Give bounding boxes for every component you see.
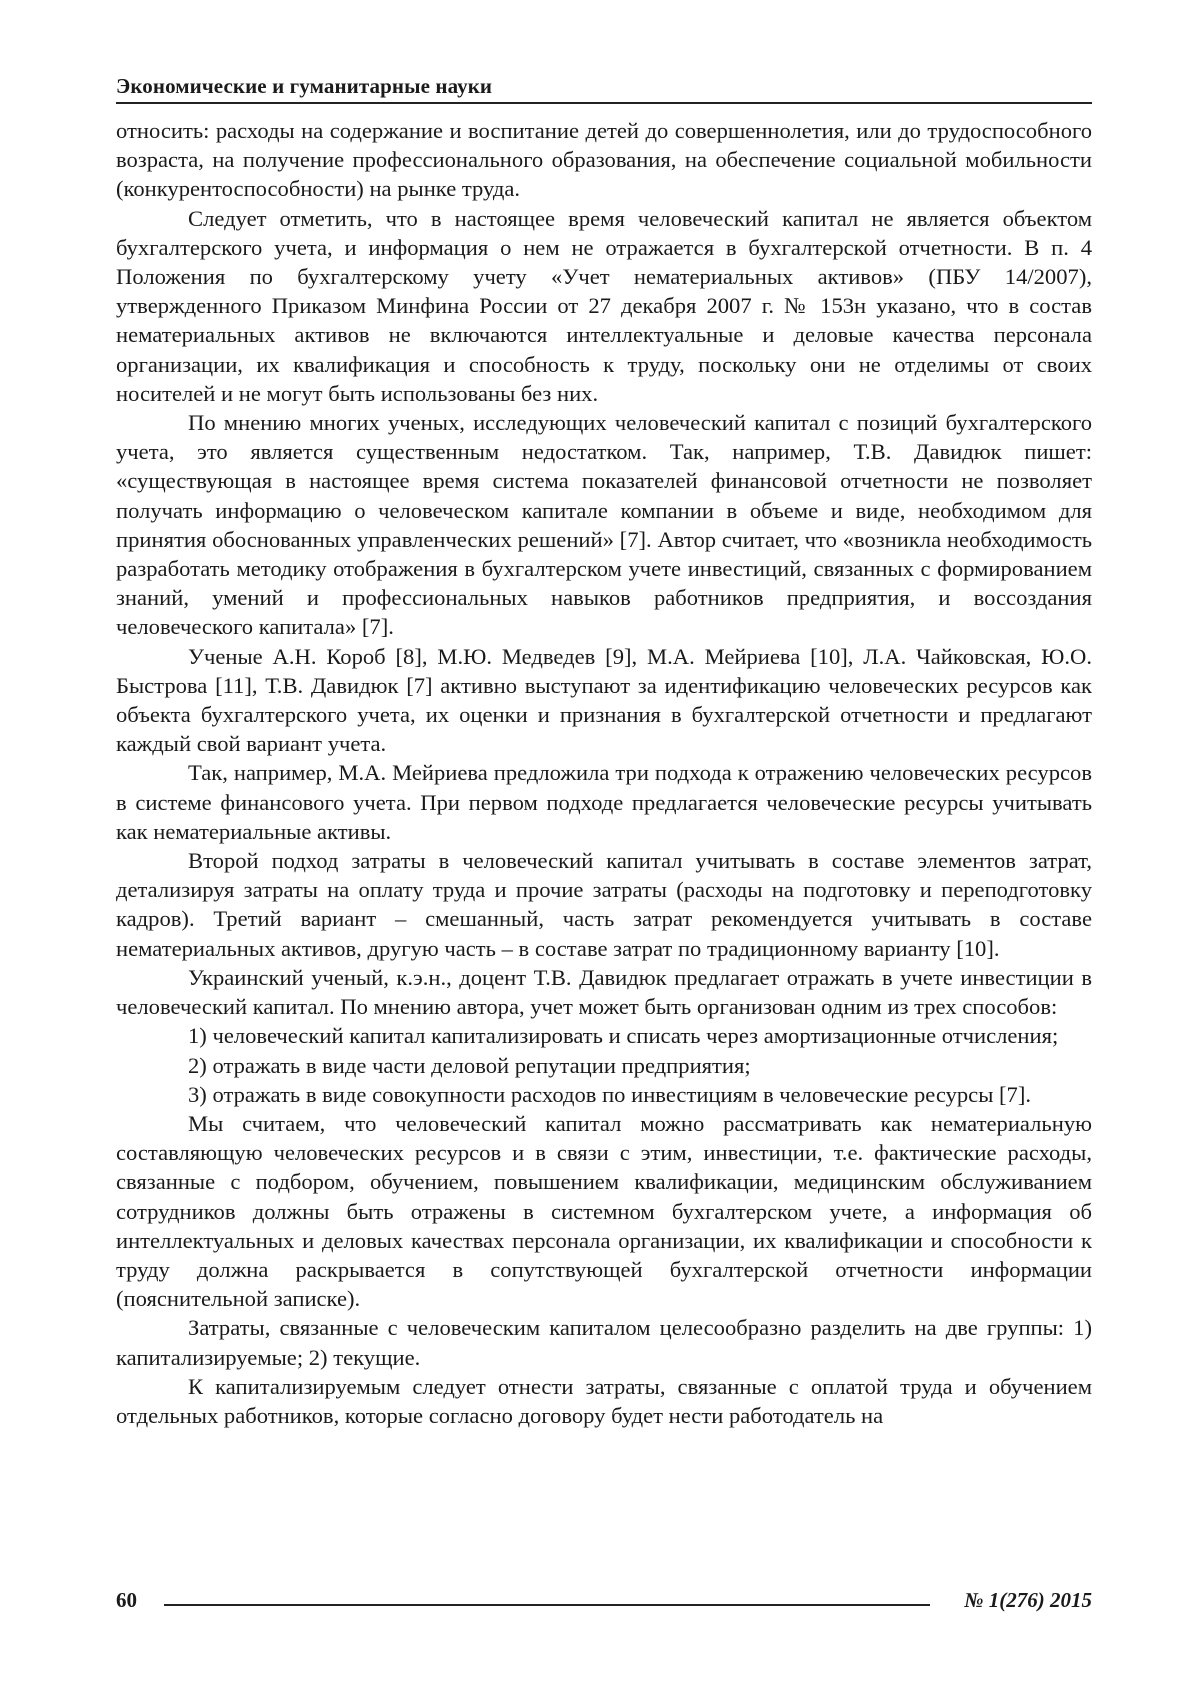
- paragraph: Так, например, М.А. Мейриева предложила три подхода к отражению человеческих ресурсов в системе финансового учета. При первом подходе предлагается человеческие ресурсы учитывать как нематериальные активы.: [116, 758, 1092, 846]
- article-body: [116, 116, 1092, 1430]
- paragraph: По мнению многих ученых, исследующих человеческий капитал с позиций бухгалтерского учета, это является существенным недостатком. Так, например, Т.В. Давидюк пишет: «существующая в настоящее время система показателей финансовой отчетности не позволяет получать информацию о человеческом капитале компании в объеме и виде, необходимом для принятия обоснованных управленческих решений» [7]. Автор считает, что «возникла необходимость разработать методику отображения в бухгалтерском учете инвестиций, связанных с формированием знаний, умений и профессиональных навыков работников предприятия, и воссоздания человеческого капитала» [7].: [116, 408, 1092, 642]
- page-number: 60: [116, 1588, 137, 1613]
- list-item: 1) человеческий капитал капитализировать и списать через амортизационные отчисления;: [116, 1021, 1092, 1050]
- paragraph: Следует отметить, что в настоящее время человеческий капитал не является объектом бухгалтерского учета, и информация о нем не отражается в бухгалтерской отчетности. В п. 4 Положения по бухгалтерскому учету «Учет нематериальных активов» (ПБУ 14/2007), утвержденного Приказом Минфина России от 27 декабря 2007 г. № 153н указано, что в состав нематериальных активов не включаются интеллектуальные и деловые качества персонала организации, их квалификация и способность к труду, поскольку они не отделимы от своих носителей и не могут быть использованы без них.: [116, 204, 1092, 408]
- list-item: 3) отражать в виде совокупности расходов по инвестициям в человеческие ресурсы [7].: [116, 1080, 1092, 1109]
- paragraph: относить: расходы на содержание и воспитание детей до совершеннолетия, или до трудоспособного возраста, на получение профессионального образования, на обеспечение социальной мобильности (конкурентоспособности) на рынке труда.: [116, 116, 1092, 204]
- paragraph: К капитализируемым следует отнести затраты, связанные с оплатой труда и обучением отдельных работников, которые согласно договору будет нести работодатель на: [116, 1372, 1092, 1430]
- paragraph: Ученые А.Н. Короб [8], М.Ю. Медведев [9], М.А. Мейриева [10], Л.А. Чайковская, Ю.О. Быстрова [11], Т.В. Давидюк [7] активно выступают за идентификацию человеческих ресурсов как объекта бухгалтерского учета, их оценки и признания в бухгалтерской отчетности и предлагают каждый свой вариант учета.: [116, 642, 1092, 759]
- issue-number: № 1(276) 2015: [964, 1588, 1092, 1613]
- paragraph: Украинский ученый, к.э.н., доцент Т.В. Давидюк предлагает отражать в учете инвестиции в человеческий капитал. По мнению автора, учет может быть организован одним из трех способов:: [116, 963, 1092, 1021]
- page-footer: [116, 1588, 1092, 1618]
- paragraph: Затраты, связанные с человеческим капиталом целесообразно разделить на две группы: 1) капитализируемые; 2) текущие.: [116, 1313, 1092, 1371]
- journal-page: [0, 0, 1200, 1698]
- paragraph: Мы считаем, что человеческий капитал можно рассматривать как нематериальную составляющую человеческих ресурсов и в связи с этим, инвестиции, т.е. фактические расходы, связанные с подбором, обучением, повышением квалификации, медицинским обслуживанием сотрудников должны быть отражены в системном бухгалтерском учете, а информация об интеллектуальных и деловых качествах персонала организации, их квалификации и способности к труду должна раскрывается в сопутствующей бухгалтерской отчетности информации (пояснительной записке).: [116, 1109, 1092, 1313]
- running-head: Экономические и гуманитарные науки: [116, 74, 1092, 104]
- paragraph: Второй подход затраты в человеческий капитал учитывать в составе элементов затрат, детализируя затраты на оплату труда и прочие затраты (расходы на подготовку и переподготовку кадров). Третий вариант – смешанный, часть затрат рекомендуется учитывать в составе нематериальных активов, другую часть – в составе затрат по традиционному варианту [10].: [116, 846, 1092, 963]
- footer-rule: [164, 1604, 930, 1606]
- list-item: 2) отражать в виде части деловой репутации предприятия;: [116, 1051, 1092, 1080]
